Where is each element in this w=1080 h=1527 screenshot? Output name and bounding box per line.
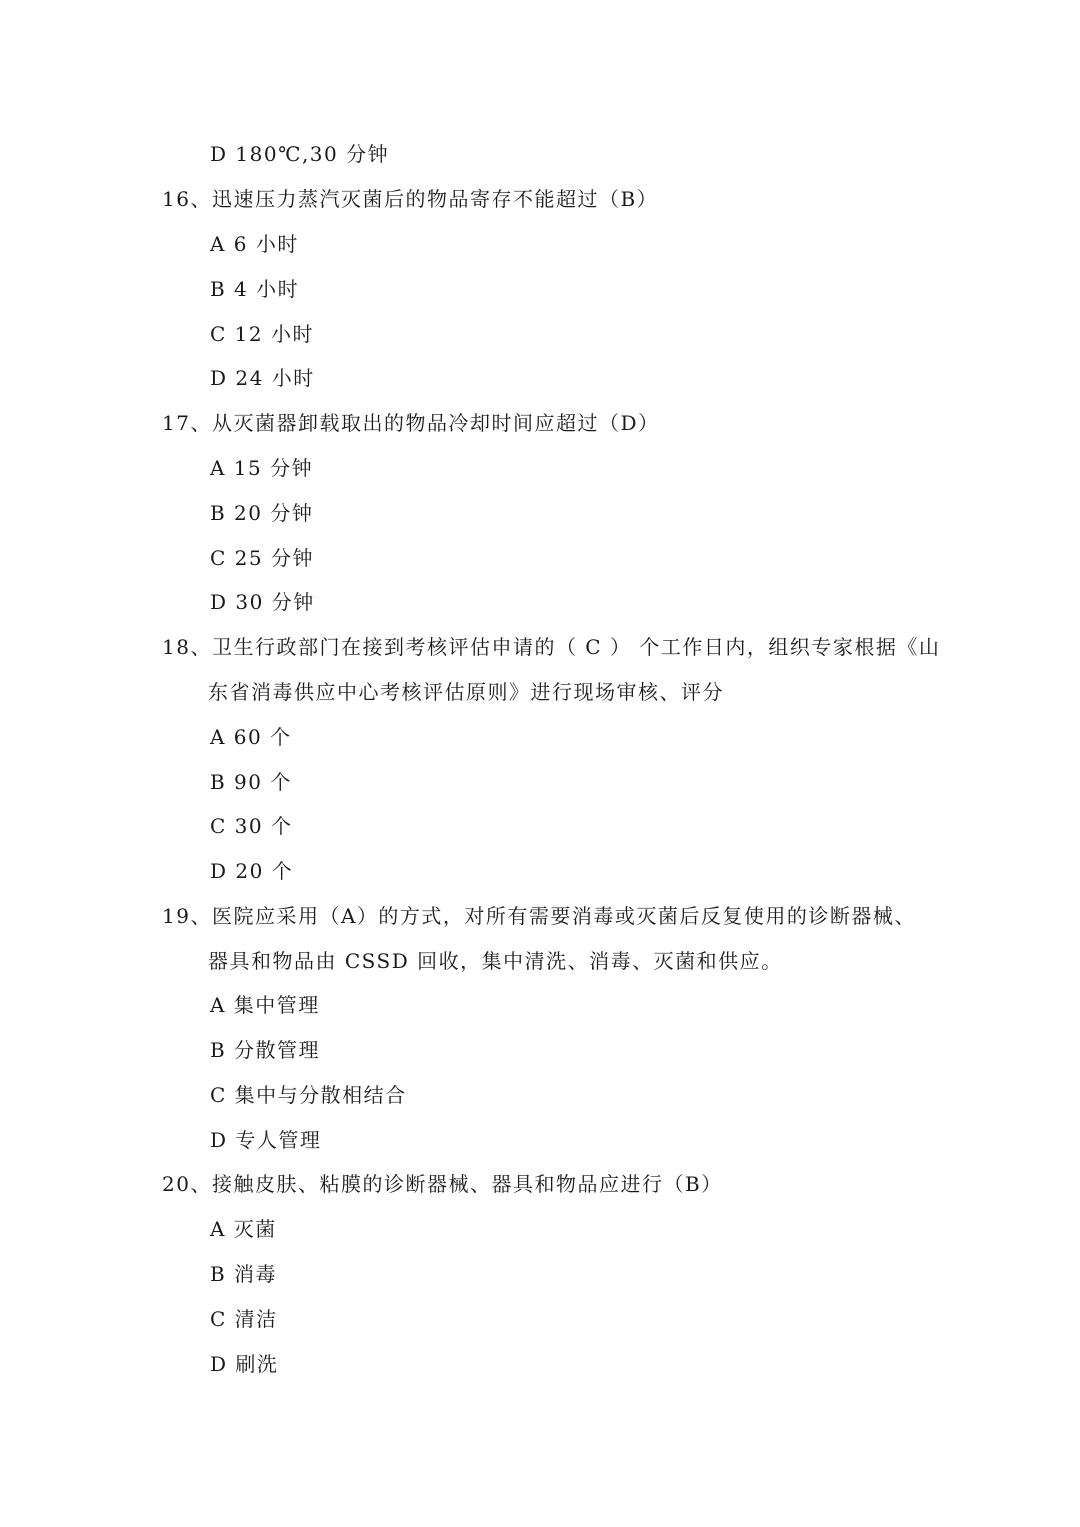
option-line: B 90 个 (210, 770, 292, 794)
question-line: 17、从灭菌器卸载取出的物品冷却时间应超过（D） (162, 411, 660, 435)
option-line: C 集中与分散相结合 (210, 1083, 407, 1107)
option-line: C 12 小时 (210, 322, 314, 346)
option-line: D 专人管理 (210, 1128, 322, 1152)
question-continuation: 器具和物品由 CSSD 回收，集中清洗、消毒、灭菌和供应。 (208, 949, 783, 973)
option-line: B 20 分钟 (210, 501, 314, 525)
option-line: A 6 小时 (210, 232, 299, 256)
question-line: 18、卫生行政部门在接到考核评估申请的（ C ） 个工作日内，组织专家根据《山 (162, 635, 941, 659)
option-line: A 灭菌 (210, 1217, 277, 1241)
option-line: C 清洁 (210, 1307, 278, 1331)
option-line: B 分散管理 (210, 1038, 321, 1062)
option-line: A 集中管理 (210, 993, 320, 1017)
option-line: D 刷洗 (210, 1352, 279, 1376)
option-line: C 30 个 (210, 814, 293, 838)
option-line: B 4 小时 (210, 277, 300, 301)
question-line: 19、医院应采用（A）的方式，对所有需要消毒或灭菌后反复使用的诊断器械、 (162, 904, 916, 928)
question-line: 16、迅速压力蒸汽灭菌后的物品寄存不能超过（B） (162, 187, 659, 211)
option-line: B 消毒 (210, 1262, 278, 1286)
question-continuation: 东省消毒供应中心考核评估原则》进行现场审核、评分 (208, 680, 724, 704)
option-line: D 20 个 (210, 859, 294, 883)
option-line: A 60 个 (210, 725, 292, 749)
option-line: C 25 分钟 (210, 546, 314, 570)
option-line: A 15 分钟 (210, 456, 314, 480)
option-line: D 24 小时 (210, 366, 315, 390)
question-line: 20、接触皮肤、粘膜的诊断器械、器具和物品应进行（B） (162, 1172, 723, 1196)
option-line: D 180℃,30 分钟 (210, 142, 390, 166)
option-line: D 30 分钟 (210, 590, 315, 614)
